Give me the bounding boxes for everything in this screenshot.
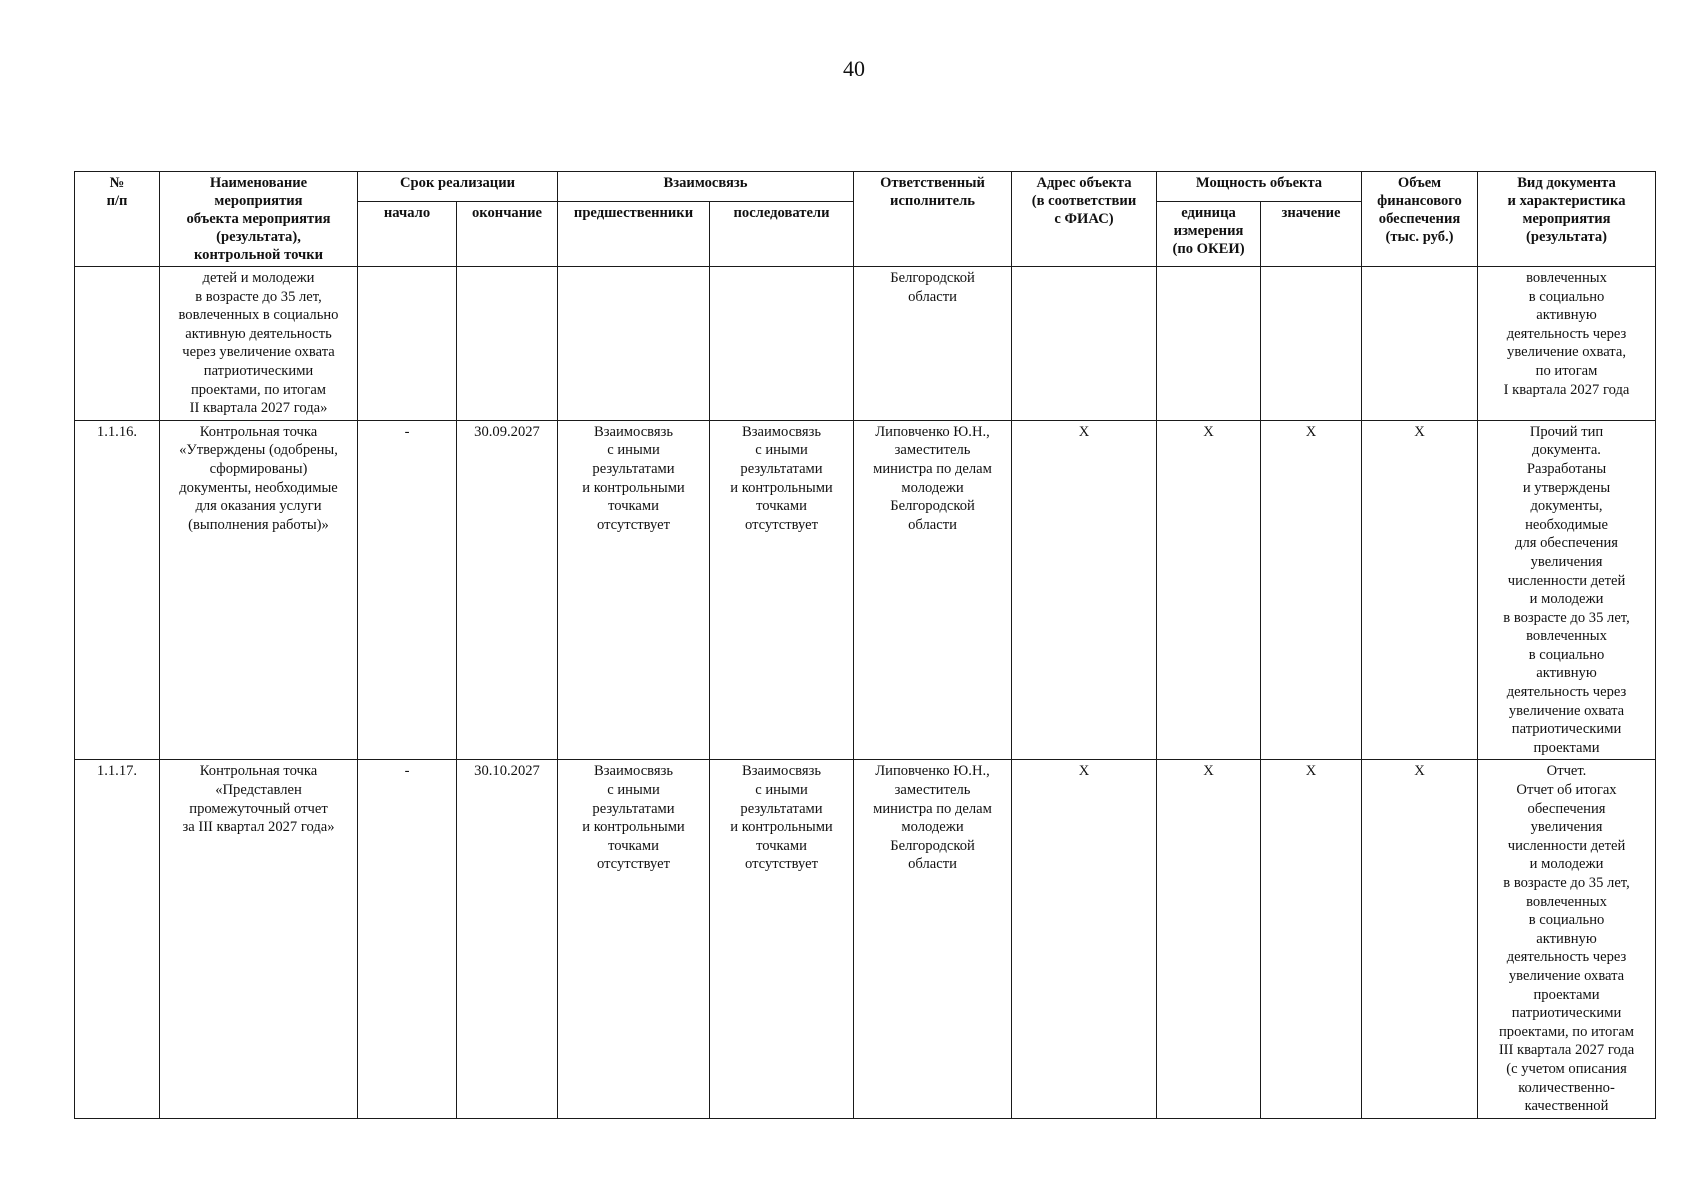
table-row (75, 267, 1656, 421)
row-unit: X (1157, 760, 1261, 1118)
row-num: 1.1.17. (75, 760, 160, 1118)
table-row (75, 760, 1656, 1118)
row-address: X (1012, 760, 1157, 1118)
row-value: X (1261, 760, 1362, 1118)
row-prev: Взаимосвязь с иными результатами и контрольными точками отсутствует (558, 760, 710, 1118)
row-doc: Отчет. Отчет об итогах обеспечения увеличения численности детей и молодежи в возрасте до 35 лет, вовлеченных в социально активную деятельность через увеличение охвата проектами патриотическими проектами, по итогам III квартала 2027 года (с учетом описания количественно- качественной (1478, 760, 1656, 1118)
row-prev: Взаимосвязь с иными результатами и контрольными точками отсутствует (558, 420, 710, 760)
header-capacity-unit: единица измерения (по ОКЕИ) (1157, 202, 1261, 267)
row-name: детей и молодежи в возрасте до 35 лет, вовлеченных в социально активную деятельность через увеличение охвата патриотическими проектами, по итогам II квартала 2027 года» (160, 267, 358, 421)
header-name: Наименование мероприятия объекта мероприятия (результата), контрольной точки (160, 172, 358, 267)
header-period-end: окончание (457, 202, 558, 267)
row-address: X (1012, 420, 1157, 760)
row-num: 1.1.16. (75, 420, 160, 760)
row-value (1261, 267, 1362, 421)
row-funding: X (1362, 760, 1478, 1118)
table-row (75, 420, 1656, 760)
plan-table (74, 171, 1656, 1119)
row-name: Контрольная точка «Утверждены (одобрены, сформированы) документы, необходимые для оказания услуги (выполнения работы)» (160, 420, 358, 760)
row-doc: Прочий тип документа. Разработаны и утверждены документы, необходимые для обеспечения увеличения численности детей и молодежи в возрасте до 35 лет, вовлеченных в социально активную деятельность через увеличение охвата патриотическими проектами (1478, 420, 1656, 760)
row-end: 30.10.2027 (457, 760, 558, 1118)
row-funding (1362, 267, 1478, 421)
header-responsible: Ответственный исполнитель (854, 172, 1012, 267)
header-doc-type: Вид документа и характеристика мероприятия (результата) (1478, 172, 1656, 267)
row-end: 30.09.2027 (457, 420, 558, 760)
row-address (1012, 267, 1157, 421)
header-relation-next: последователи (710, 202, 854, 267)
header-address: Адрес объекта (в соответствии с ФИАС) (1012, 172, 1157, 267)
row-funding: X (1362, 420, 1478, 760)
row-responsible: Белгородской области (854, 267, 1012, 421)
header-relation: Взаимосвязь (558, 172, 854, 202)
header-period-start: начало (358, 202, 457, 267)
row-next: Взаимосвязь с иными результатами и контрольными точками отсутствует (710, 420, 854, 760)
header-period: Срок реализации (358, 172, 558, 202)
row-next (710, 267, 854, 421)
header-capacity: Мощность объекта (1157, 172, 1362, 202)
row-start: - (358, 760, 457, 1118)
row-prev (558, 267, 710, 421)
row-value: X (1261, 420, 1362, 760)
header-num: № п/п (75, 172, 160, 267)
row-responsible: Липовченко Ю.Н., заместитель министра по делам молодежи Белгородской области (854, 420, 1012, 760)
row-name: Контрольная точка «Представлен промежуточный отчет за III квартал 2027 года» (160, 760, 358, 1118)
page-number: 40 (843, 56, 865, 81)
row-num (75, 267, 160, 421)
row-unit (1157, 267, 1261, 421)
header-row-top (75, 172, 1656, 202)
row-doc: вовлеченных в социально активную деятельность через увеличение охвата, по итогам I квартала 2027 года (1478, 267, 1656, 421)
row-responsible: Липовченко Ю.Н., заместитель министра по делам молодежи Белгородской области (854, 760, 1012, 1118)
row-start (358, 267, 457, 421)
row-next: Взаимосвязь с иными результатами и контрольными точками отсутствует (710, 760, 854, 1118)
row-start: - (358, 420, 457, 760)
header-relation-prev: предшественники (558, 202, 710, 267)
header-funding: Объем финансового обеспечения (тыс. руб.) (1362, 172, 1478, 267)
row-unit: X (1157, 420, 1261, 760)
row-end (457, 267, 558, 421)
header-capacity-value: значение (1261, 202, 1362, 267)
